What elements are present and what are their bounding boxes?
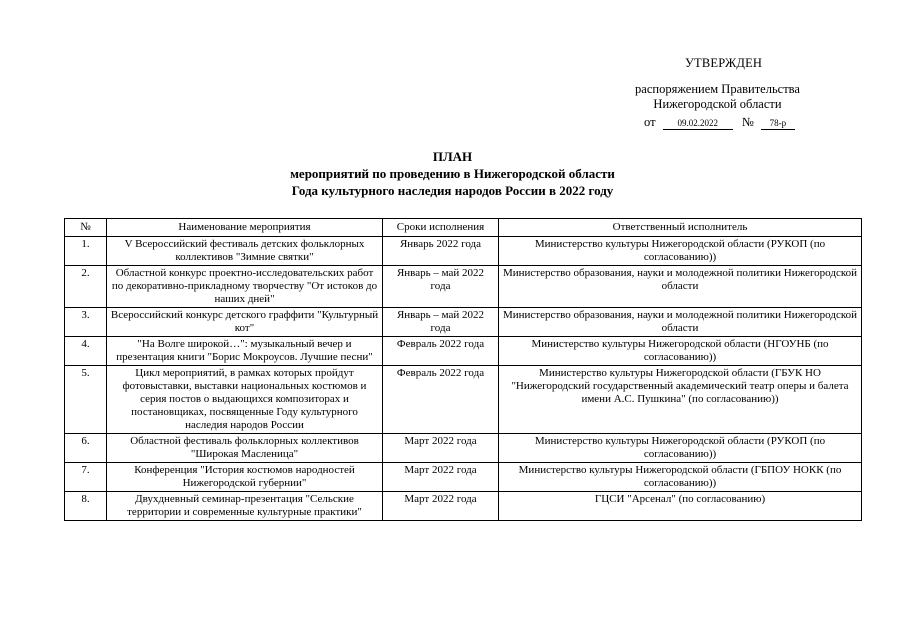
plan-subtitle-1: мероприятий по проведению в Нижегородской области: [290, 166, 615, 181]
row-number: 3.: [65, 308, 107, 337]
event-executor: Министерство культуры Нижегородской области (РУКОП (по согласованию)): [499, 434, 862, 463]
table-row: [65, 237, 862, 266]
event-executor: Министерство культуры Нижегородской области (РУКОП (по согласованию)): [499, 237, 862, 266]
header-number: №: [65, 219, 107, 237]
approval-line-1: распоряжением Правительства: [635, 82, 800, 96]
event-name: Двухдневный семинар-презентация "Сельские территории и современные культурные практики": [107, 492, 383, 521]
event-executor: Министерство образования, науки и молодежной политики Нижегородской области: [499, 266, 862, 308]
table-row: [65, 308, 862, 337]
row-number: 1.: [65, 237, 107, 266]
event-executor: Министерство культуры Нижегородской области (ГБПОУ НОКК (по согласованию)): [499, 463, 862, 492]
table-row: [65, 434, 862, 463]
table-header-row: [65, 219, 862, 237]
number-sign: №: [741, 115, 754, 129]
row-number: 5.: [65, 366, 107, 434]
plan-title: ПЛАН: [432, 149, 473, 164]
table-row: [65, 463, 862, 492]
event-term: Март 2022 года: [383, 434, 499, 463]
row-number: 2.: [65, 266, 107, 308]
row-number: 7.: [65, 463, 107, 492]
event-name: V Всероссийский фестиваль детских фольклорных коллективов "Зимние святки": [107, 237, 383, 266]
table-row: [65, 492, 862, 521]
event-term: Январь – май 2022 года: [383, 266, 499, 308]
header-executor: Ответственный исполнитель: [499, 219, 862, 237]
approval-date: 09.02.2022: [663, 118, 733, 130]
approval-line-2: Нижегородской области: [653, 97, 782, 111]
event-name: Всероссийский конкурс детского граффити "Культурный кот": [107, 308, 383, 337]
row-number: 6.: [65, 434, 107, 463]
events-table: [64, 218, 862, 521]
event-name: "На Волге широкой…": музыкальный вечер и презентация книги "Борис Мокроусов. Лучшие песни": [107, 337, 383, 366]
event-term: Март 2022 года: [383, 492, 499, 521]
row-number: 8.: [65, 492, 107, 521]
header-deadline: Сроки исполнения: [383, 219, 499, 237]
event-name: Областной фестиваль фольклорных коллективов "Широкая Масленица": [107, 434, 383, 463]
table-row: [65, 366, 862, 434]
event-name: Конференция "История костюмов народностей Нижегородской губернии": [107, 463, 383, 492]
event-term: Март 2022 года: [383, 463, 499, 492]
row-number: 4.: [65, 337, 107, 366]
event-executor: Министерство культуры Нижегородской области (ГБУК НО "Нижегородский государственный академический театр оперы и балета имени А.С. Пушкина" (по согласованию)): [499, 366, 862, 434]
event-name: Областной конкурс проектно-исследовательских работ по декоративно-прикладному творчеству "От истоков до наших дней": [107, 266, 383, 308]
approval-title: УТВЕРЖДЕН: [685, 56, 763, 70]
event-executor: Министерство культуры Нижегородской области (НГОУНБ (по согласованию)): [499, 337, 862, 366]
date-prefix: от: [644, 115, 656, 129]
plan-subtitle-2: Года культурного наследия народов России в 2022 году: [291, 183, 614, 198]
table-row: [65, 337, 862, 366]
event-executor: ГЦСИ "Арсенал" (по согласованию): [499, 492, 862, 521]
event-term: Январь 2022 года: [383, 237, 499, 266]
event-name: Цикл мероприятий, в рамках которых пройдут фотовыставки, выставки национальных костюмов и серия постов о выдающихся композиторах и постановщиках, посвященные Году культурного наследия народов России: [107, 366, 383, 434]
table-row: [65, 266, 862, 308]
event-term: Февраль 2022 года: [383, 337, 499, 366]
event-term: Февраль 2022 года: [383, 366, 499, 434]
approval-date-line: [644, 115, 795, 130]
header-event-name: Наименование мероприятия: [107, 219, 383, 237]
approval-number: 78-р: [761, 118, 795, 130]
event-term: Январь – май 2022 года: [383, 308, 499, 337]
event-executor: Министерство образования, науки и молодежной политики Нижегородской области: [499, 308, 862, 337]
